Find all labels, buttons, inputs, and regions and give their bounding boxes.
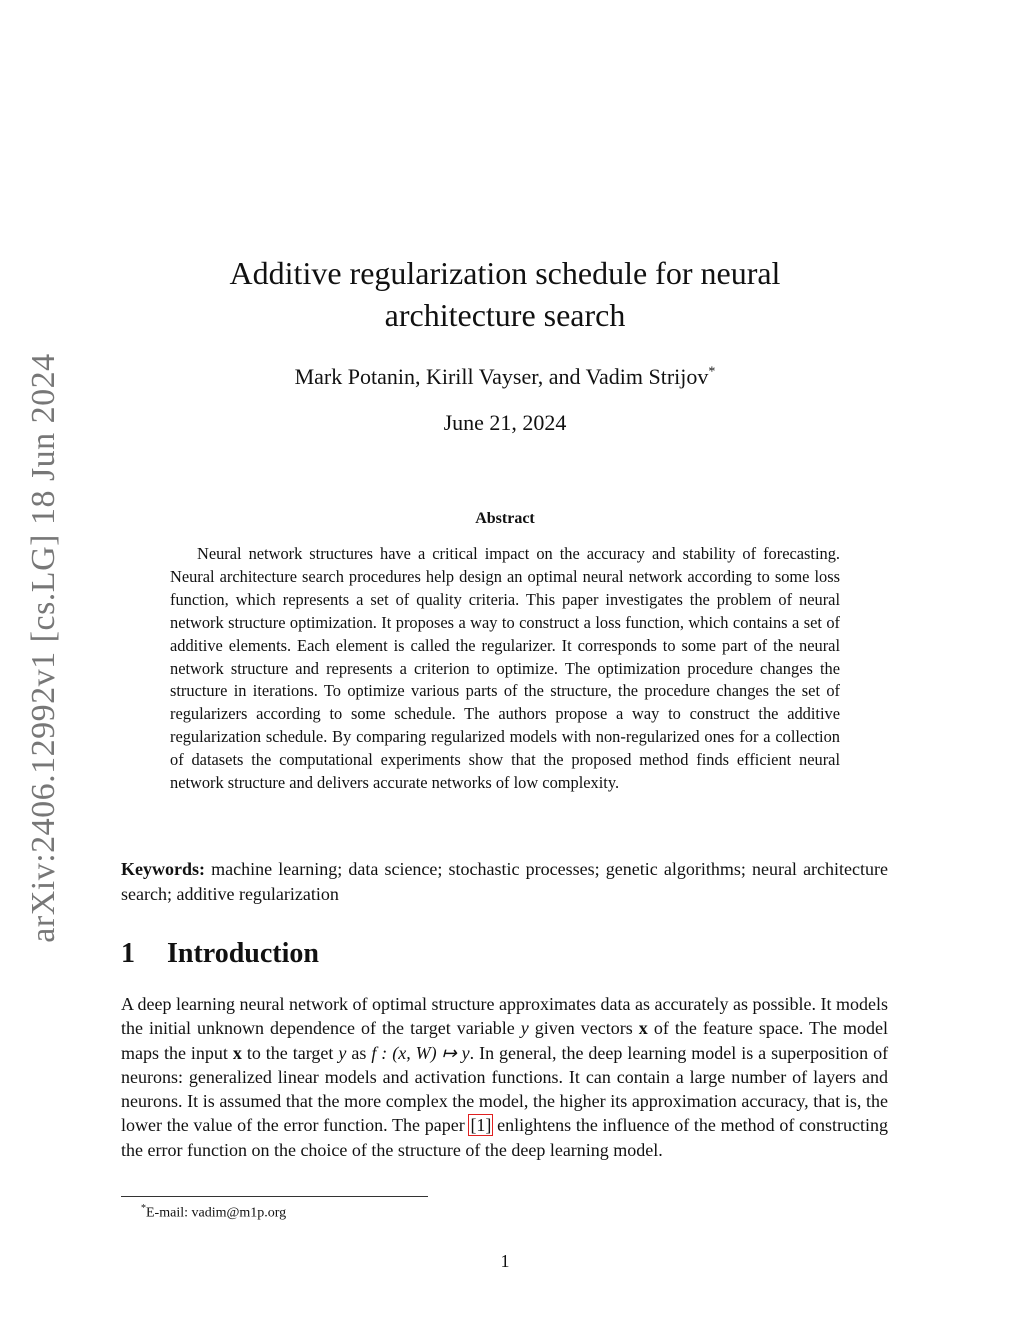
paper-title: Additive regularization schedule for neural architecture search <box>229 255 781 333</box>
footnote-text: E-mail: vadim@m1p.org <box>146 1205 287 1221</box>
intro-text-1: A deep learning neural network of optimal structure approximates data as accurately as possible. It models the initial unknown dependence of the target variable <box>121 994 888 1039</box>
keywords <box>121 857 888 906</box>
intro-paragraph <box>121 992 888 1162</box>
intro-text-2: given vectors <box>534 1018 633 1039</box>
intro-text-4: to the target <box>246 1042 334 1063</box>
math-var-x: x <box>638 1018 648 1039</box>
math-var-x-2: x <box>232 1042 242 1063</box>
section-title: Introduction <box>167 938 319 969</box>
intro-text-7: enlightens the influence of the method of constructing the error function on the choice of the structure of the deep learning model. <box>121 1115 889 1160</box>
keywords-label: Keywords: <box>121 859 205 879</box>
page-number: 1 <box>500 1251 510 1271</box>
math-function: f : (x, W) ↦ y <box>371 1042 470 1063</box>
math-var-y-2: y <box>338 1042 347 1063</box>
math-var-y: y <box>520 1018 529 1039</box>
footnote-divider <box>121 1196 428 1197</box>
intro-text-5: as <box>351 1042 367 1063</box>
abstract-text: Neural network structures have a critical impact on the accuracy and stability of forecasting. Neural architecture search procedures help design an optimal neural network according to some loss function, which represents a set of quality criteria. This paper investigates the problem of neural network structure optimization. It proposes a way to construct a loss function, which contains a set of additive elements. Each element is called the regularizer. It corresponds to some part of the neural network structure and represents a criterion to optimize. The optimization procedure changes the structure in iterations. To optimize various parts of the structure, the procedure changes the set of regularizers according to some schedule. The authors propose a way to construct the additive regularization schedule. By comparing regularized models with non-regularized ones for a collection of datasets the computational experiments show that the proposed method finds efficient neural network structure and delivers accurate networks of low complexity. <box>170 544 840 793</box>
footnote <box>141 1203 286 1222</box>
abstract-heading: Abstract <box>475 510 535 527</box>
author-list <box>150 364 860 390</box>
intro-text-3: of the feature space. The model maps the input <box>121 1018 889 1063</box>
author-names: Mark Potanin, Kirill Vayser, and Vadim Strijov <box>294 364 709 389</box>
section-number: 1 <box>121 938 135 969</box>
author-footnote-mark: * <box>708 364 716 380</box>
arxiv-identifier: arXiv:2406.12992v1 [cs.LG] 18 Jun 2024 <box>25 353 62 943</box>
citation-link[interactable]: [1] <box>470 1115 492 1136</box>
section-heading <box>121 938 319 970</box>
keywords-text: machine learning; data science; stochastic processes; genetic algorithms; neural architecture search; additive regularization <box>121 859 889 904</box>
intro-text-6: . In general, the deep learning model is a superposition of neurons: generalized linear models and activation functions. It can contain a large number of layers and neurons. It is assumed that the more complex the model, the higher its approximation accuracy, that is, the lower the value of the error function. The paper <box>121 1042 889 1136</box>
paper-date: June 21, 2024 <box>443 410 567 435</box>
footnote-mark: * <box>141 1203 146 1214</box>
